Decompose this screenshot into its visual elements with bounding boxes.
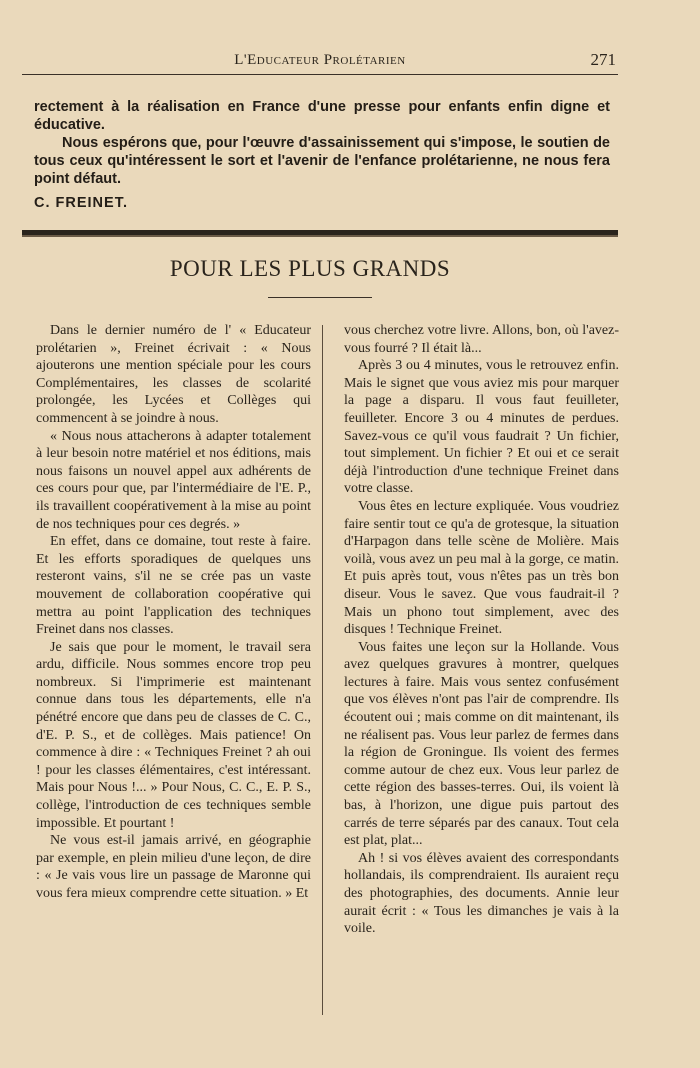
intro-block	[34, 98, 610, 212]
section-title: POUR LES PLUS GRANDS	[169, 256, 451, 281]
left-column	[36, 322, 311, 903]
paragraph: Ah ! si vos élèves avaient des correspondants hollandais, ils comprendraient. Ils auraient reçu des photographies, des documents. Annie leur aurait écrit : « Tous les dimanches je vais à la voile.	[344, 850, 619, 937]
section-divider-rule	[22, 230, 618, 237]
paragraph: « Nous nous attacherons à adapter totalement à leur besoin notre matériel et nos éditions, mais nous faisons un nouvel appel aux adhérents de ces cours pour que, par l'intermédiaire de l'E. P., ils travaillent coopérativement à la mise au point de nos techniques pour ces degrés. »	[36, 428, 311, 532]
paragraph: Vous faites une leçon sur la Hollande. Vous avez quelques gravures à montrer, quelques lectures à faire. Mais vous sentez confusément que vos élèves n'ont pas l'air de comprendre. Ils écoutent oui ; mais comme on dit maintenant, ils ne réalisent pas. Vous leur parlez de fermes dans la région de Groningue. Ils voient des fermes comme autour de chez eux. Vous leur parlez de cette région des basses-terres. Oui, ils voient là bas, à l'horizon, une digue puis partout des carrés de terre séparés par des canaux. Tout cela est plat, plat...	[344, 639, 619, 849]
intro-paragraph: rectement à la réalisation en France d'une presse pour enfants enfin digne et éducative.	[34, 99, 610, 133]
journal-title: L'Educateur Prolétarien	[234, 52, 406, 68]
page-number: 271	[590, 50, 616, 69]
signature: C. FREINET.	[34, 195, 128, 211]
paragraph: Dans le dernier numéro de l' « Educateur prolétarien », Freinet écrivait : « Nous ajouterons une mention spéciale pour les cours Complémentaires, les classes de scolarité prolongée, les Lycées et Collèges qui commencent à se joindre à nous.	[36, 323, 311, 426]
paragraph: Ne vous est-il jamais arrivé, en géographie par exemple, en plein milieu d'une leçon, de dire : « Je vais vous lire un passage de Maronne qui vous fera mieux comprendre cette situation. » Et	[36, 833, 311, 901]
paragraph: Vous êtes en lecture expliquée. Vous voudriez faire sentir tout ce qu'a de grotesque, la situation d'Harpagon dans telle scène de Molière. Mais voilà, vous avez un peu mal à la gorge, ce matin. Et puis après tout, vous n'êtes pas un très bon diseur. Vous le savez. Que vous faudrait-il ? Mais un phono tout simplement, avec des disques ! Technique Freinet.	[344, 498, 619, 638]
title-underline	[268, 297, 372, 298]
right-column	[344, 322, 619, 938]
paragraph: Après 3 ou 4 minutes, vous le retrouvez enfin. Mais le signet que vous aviez mis pour marquer la page a disparu. Il vous faut feuilleter, feuilleter. Encore 3 ou 4 minutes de perdues. Savez-vous ce qu'il vous faudrait ? Un fichier, tout simplement. Un fichier ? Et oui et ce serait déjà l'introduction d'une technique Freinet dans votre classe.	[344, 358, 619, 497]
column-divider	[322, 325, 323, 1015]
running-header	[22, 48, 618, 75]
paragraph: vous cherchez votre livre. Allons, bon, où l'avez-vous fourré ? Il était là...	[344, 323, 619, 356]
intro-paragraph: Nous espérons que, pour l'œuvre d'assainissement qui s'impose, le soutien de tous ceux qu'intéressent le sort et l'avenir de l'enfance prolétarienne, ne nous fera point défaut.	[34, 135, 610, 187]
paragraph: Je sais que pour le moment, le travail sera ardu, difficile. Nous sommes encore trop peu nombreux. Si l'imprimerie est maintenant connue dans tous les départements, elle n'a pénétré encore que dans peu de classes de C. C., d'E. P. S., et de collèges. Mais patience! On commence à dire : « Techniques Freinet ? ah oui ! pour les classes élémentaires, c'est intéressant. Mais pour Nous !... » Pour Nous, C. C., E. P. S., collège, l'introduction de ces techniques semble impossible. Et pourtant !	[36, 639, 311, 831]
paragraph: En effet, dans ce domaine, tout reste à faire. Et les efforts sporadiques de quelques uns resteront vains, s'il ne se crée pas un vaste mouvement de collaboration coopérative qui mettra au point l'application des techniques Freinet dans nos classes.	[36, 534, 311, 638]
